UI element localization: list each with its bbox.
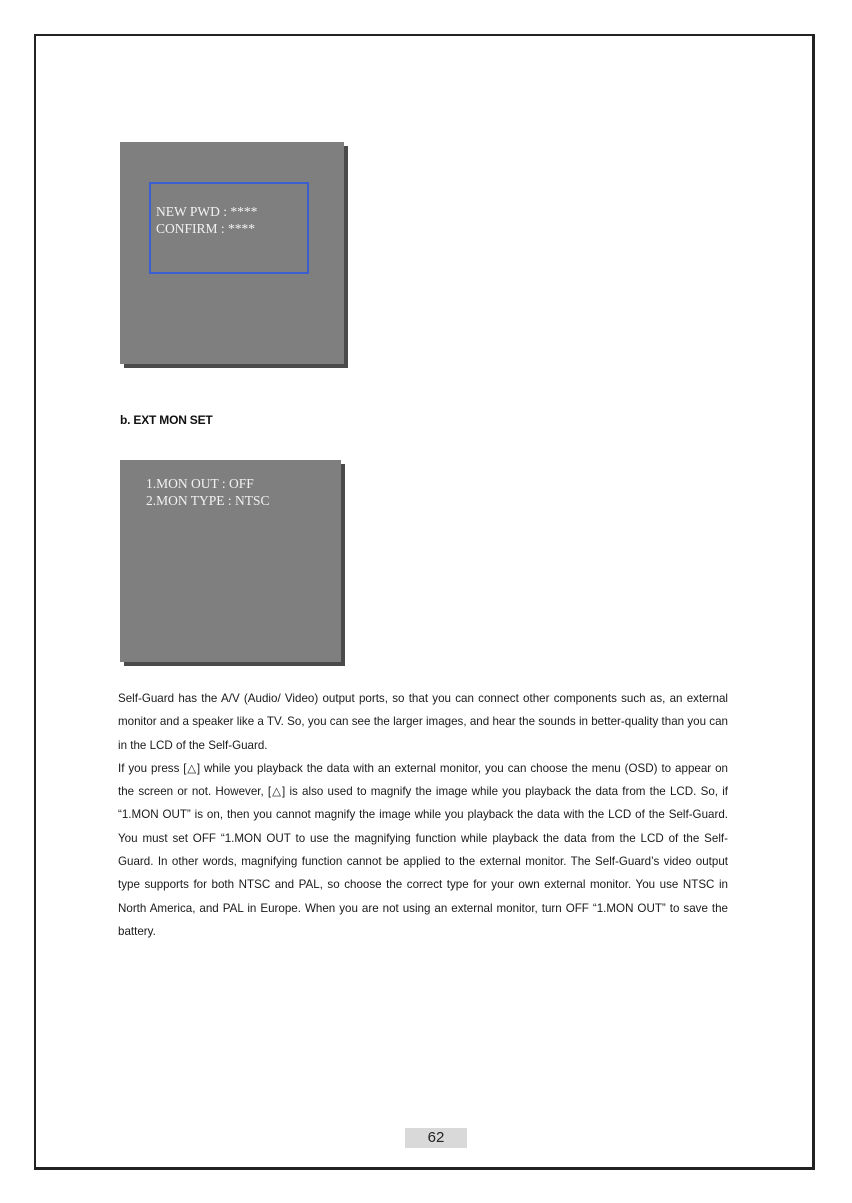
body-paragraph-2: If you press [△] while you playback the data with an external monitor, you can choose the menu (OSD) to appear on the screen or not. However, [△] is also used to magnify the image while you playback the data from the LCD. So, if “1.MON OUT” is on, then you cannot magnify the image while you playback the data with the LCD of the Self-Guard. You must set OFF “1.MON OUT to use the magnifying function while playback the data from the LCD of the Self-Guard. In other words, magnifying function cannot be applied to the external monitor. The Self-Guard’s video output type supports for both NTSC and PAL, so choose the correct type for your own external monitor. You use NTSC in North America, and PAL in Europe. When you are not using an external monitor, turn OFF “1.MON OUT” to save the battery. — [118, 761, 728, 938]
ext-mon-osd-screen — [120, 460, 341, 662]
section-heading: b. EXT MON SET — [120, 413, 213, 427]
body-paragraph-1: Self-Guard has the A/V (Audio/ Video) output ports, so that you can connect other components such as, an external monitor and a speaker like a TV. So, you can see the larger images, and hear the sounds in better-quality than you can in the LCD of the Self-Guard. — [118, 692, 728, 752]
page-number: 62 — [405, 1128, 467, 1148]
password-osd-screen — [120, 142, 344, 364]
body-text — [118, 687, 728, 943]
ext-mon-osd-text: 1.MON OUT : OFF 2.MON TYPE : NTSC — [146, 476, 270, 508]
password-osd-text: NEW PWD : **** CONFIRM : **** — [156, 204, 258, 236]
